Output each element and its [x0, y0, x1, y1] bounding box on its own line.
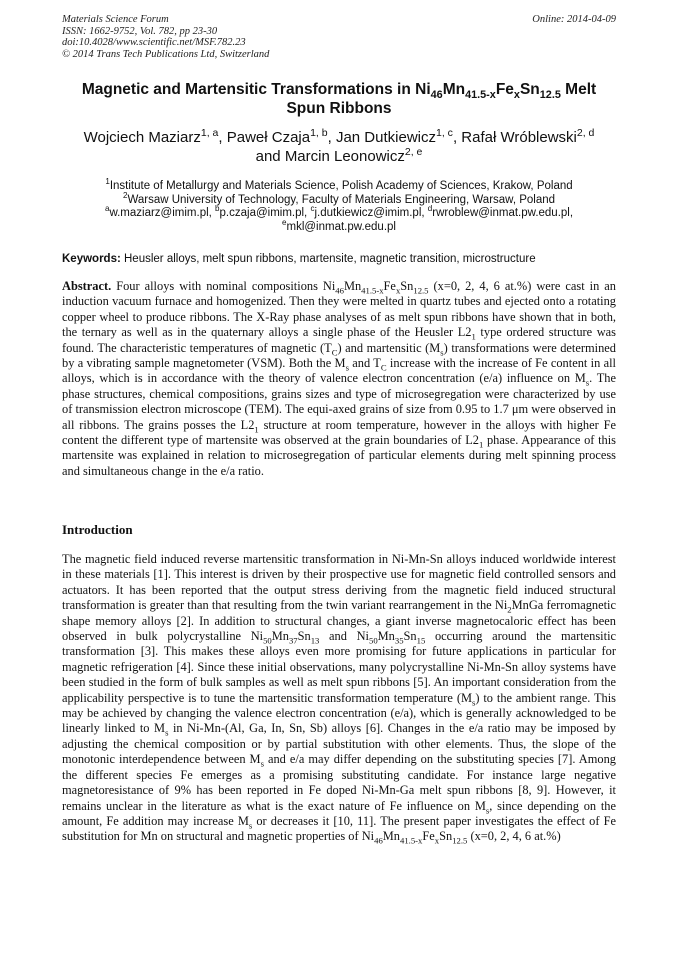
abstract: Abstract. Four alloys with nominal compositions $Ni_{46}Mn_{41.5-x}Fe_xSn_{12.5}$ (x=0, 2, 4, 6 at.%) were cast in an induction vacuum furnace and homogenized. Then they were melted in quartz tubes and ejected onto a rotating copper wheel to produce ribbons. The X-Ray phase analyses of as melt spun ribbons have shown that in both, the ternary as well as in the quaternary alloys a single phase of the Heusler $L2_1$ type ordered structure was found. The characteristic temperatures of magnetic $(T_C)$ and martensitic $(M_s)$ transformations were determined by a vibrating sample magnetometer (VSM). Both the $M_s$ and $T_C$ increase with the increase of Fe content in all alloys, which is in accordance with the theory of valence electron concentration (e/a) influence on $M_s$. The phase structures, chemical compositions, grains sizes and type of microsegregation were characterized by use of transmission electron microscope (TEM). The equi-axed grains of size from 0.95 to 1.7 μm were observed in all ribbons. The grains posses the $L2_1$ structure at room temperature, however in the alloys with higher Fe content the different type of martensite was observed at the grain boundaries of $L2_1$ phase. Appearance of this martensite was explained in relation to microsegregation of particular elements during melt spinning process and simultaneous change in the e/a ratio.	[62, 279, 617, 478]
keywords-label: Keywords:	[62, 253, 121, 265]
email-link[interactable]: j.dutkiewicz@imim.pl,	[314, 207, 428, 219]
email-link[interactable]: w.maziarz@imim.pl,	[109, 207, 216, 219]
author-list: Wojciech Maziarz$^{1, a}$, Paweł Czaja$^{1, b}$, Jan Dutkiewicz$^{1, c}$, Rafał Wróblewski$^{2, d}$ and Marcin Leonowicz$^{2, e}$	[83, 127, 595, 165]
author-name: Marcin Leonowicz	[284, 148, 405, 165]
author-name: Wojciech Maziarz	[83, 129, 201, 146]
introduction-paragraph: The magnetic field induced reverse martensitic transformation in Ni-Mn-Sn alloys induced worldwide interest in these materials [1]. This interest is driven by their prospective use for magnetic field controlled sensors and actuators. It has been reported that the output stress deriving from the magnetic field induced structural transformation is greater than that resulting from the twin variant rearrangement in the $Ni_2MnGa$ ferromagnetic shape memory alloys [2]. In addition to structural changes, a giant inverse magnetocaloric effect has been observed in bulk polycrystalline $Ni_{50}Mn_{37}Sn_{13}$ and $Ni_{50}Mn_{35}Sn_{15}$ occurring around the martensitic transformation [3]. This makes these alloys even more promising for future applications in particular for magnetic refrigeration [4]. Since these initial observations, many polycrystalline Ni-Mn-Sn alloy systems have been studied in the form of bulk samples as well as melt spun ribbons [5]. An important consideration from the applicability perspective is to tune the martensitic transformation temperature $(M_s)$ to the ambient range. This may be achieved by changing the valence electron concentration (e/a), which is generally acknowledged to be linearly linked to $M_s$ in Ni-Mn-(Al, Ga, In, Sn, Sb) alloys [6]. Changes in the e/a ratio may be imposed by adjusting the chemical composition or by partial substitution with other elements. Thus, the slope of the monotonic interdependence between $M_s$ and e/a may differ depending on the substituting species [7]. Among the different species Fe emerges as a promising substituting candidate. For instance large negative magnetoresistance of 9% has been reported in Fe doped Ni-Mn-Ga melt spun ribbons [8, 9]. However, it remains unclear in the literature as what is the exact nature of Fe influence on $M_s$, since depending on the amount, Fe addition may increase $M_s$ or decreases it [10, 11]. The present paper investigates the effect of Fe substitution for Mn on structural and magnetic properties of $Ni_{46}Mn_{41.5-x}Fe_xSn_{12.5}$ (x=0, 2, 4, 6 at.%)	[62, 552, 617, 846]
affiliation-1: $^1$Institute of Metallurgy and Materials Science, Polish Academy of Sciences, Krakow, Poland	[105, 177, 573, 192]
email-link[interactable]: rwroblew@inmat.pw.edu.pl,	[432, 207, 574, 219]
journal-issn: ISSN: 1662-9752, Vol. 782, pp 23-30	[62, 25, 218, 37]
author-name: Jan Dutkiewicz	[335, 129, 436, 146]
journal-name: Materials Science Forum	[62, 14, 169, 25]
author-name: Paweł Czaja	[226, 129, 311, 146]
author-name: Rafał Wróblewski	[461, 129, 577, 146]
keywords	[62, 252, 616, 266]
affiliation-2: $^2$Warsaw University of Technology, Faculty of Materials Engineering, Warsaw, Poland	[122, 190, 556, 206]
abstract-label: Abstract.	[62, 279, 112, 293]
keywords-text: Heusler alloys, melt spun ribbons, martensite, magnetic transition, microstructure	[120, 253, 536, 265]
paper-title: Magnetic and Martensitic Transformations in $Ni_{46}Mn_{41.5-x}Fe_xSn_{12.5}$ Melt Spun Ribbons	[81, 81, 597, 117]
email-link[interactable]: p.czaja@imim.pl,	[219, 207, 311, 219]
email-link[interactable]: mkl@inmat.pw.edu.pl	[286, 220, 396, 233]
journal-header	[62, 14, 269, 60]
online-date: Online: 2014-04-09	[532, 14, 616, 25]
email-list-cont: $^e$mkl@inmat.pw.edu.pl	[282, 217, 396, 233]
email-list: $^a$w.maziarz@imim.pl, $^b$p.czaja@imim.pl, $^c$j.dutkiewicz@imim.pl, $^d$rwroblew@inmat.pw.edu.pl,	[104, 204, 574, 219]
journal-doi: doi:10.4028/www.scientific.net/MSF.782.23	[62, 37, 246, 48]
section-heading-introduction: Introduction	[62, 522, 133, 537]
journal-copyright: © 2014 Trans Tech Publications Ltd, Switzerland	[62, 48, 270, 60]
affiliations	[62, 177, 616, 234]
